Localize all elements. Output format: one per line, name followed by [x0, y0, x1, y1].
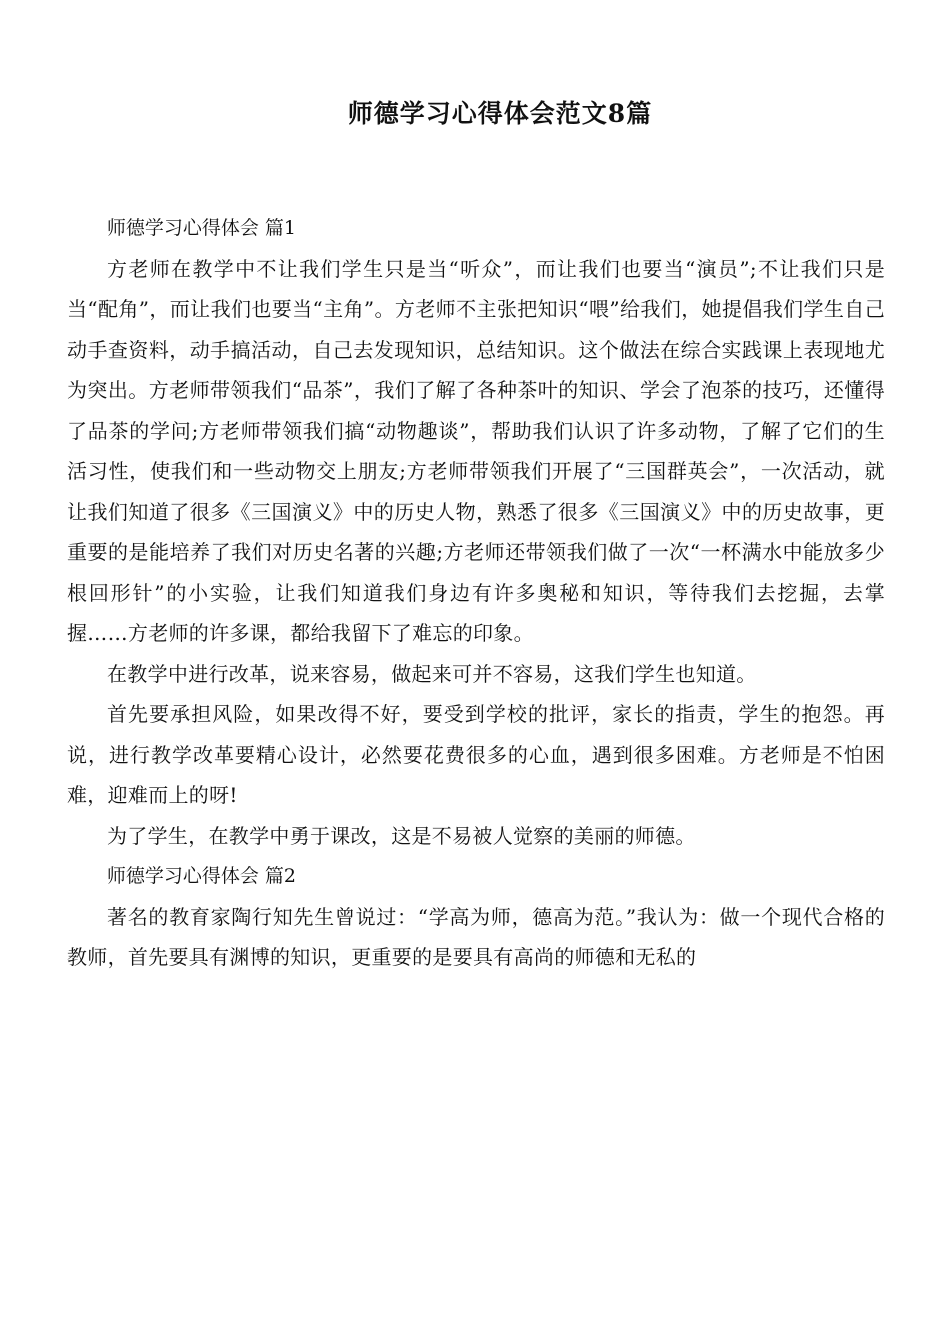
paragraph: 方老师在教学中不让我们学生只是当“听众”，而让我们也要当“演员”;不让我们只是当“配角”，而让我们也要当“主角”。方老师不主张把知识“喂”给我们，她提倡我们学生自己动手查资料，动手搞活动，自己去发现知识，总结知识。这个做法在综合实践课上表现地尤为突出。方老师带领我们“品茶”，我们了解了各种茶叶的知识、学会了泡茶的技巧，还懂得了品茶的学问;方老师带领我们搞“动物趣谈”，帮助我们认识了许多动物，了解了它们的生活习性，使我们和一些动物交上朋友;方老师带领我们开展了“三国群英会”，一次活动，就让我们知道了很多《三国演义》中的历史人物，熟悉了很多《三国演义》中的历史故事，更重要的是能培养了我们对历史名著的兴趣;方老师还带领我们做了一次“一杯满水中能放多少根回形针”的小实验，让我们知道我们身边有许多奥秘和知识，等待我们去挖掘，去掌握……方老师的许多课，都给我留下了难忘的印象。	[67, 256, 885, 645]
section-heading: 师德学习心得体会 篇2	[106, 865, 297, 887]
paragraph: 首先要承担风险，如果改得不好，要受到学校的批评，家长的指责，学生的抱怨。再说，进行教学改革要精心设计，必然要花费很多的心血，遇到很多困难。方老师是不怕困难，迎难而上的呀!	[67, 702, 885, 807]
section-heading: 师德学习心得体会 篇1	[106, 217, 297, 239]
paragraph: 著名的教育家陶行知先生曾说过：“学高为师，德高为范。”我认为：做一个现代合格的教师，首先要具有渊博的知识，更重要的是要具有高尚的师德和无私的	[67, 904, 885, 969]
paragraph: 在教学中进行改革，说来容易，做起来可并不容易，这我们学生也知道。	[107, 661, 757, 686]
document-title: 师德学习心得体会范文8篇	[347, 99, 653, 128]
paragraph: 为了学生，在教学中勇于课改，这是不易被人觉察的美丽的师德。	[107, 823, 696, 848]
document-body	[67, 208, 885, 978]
